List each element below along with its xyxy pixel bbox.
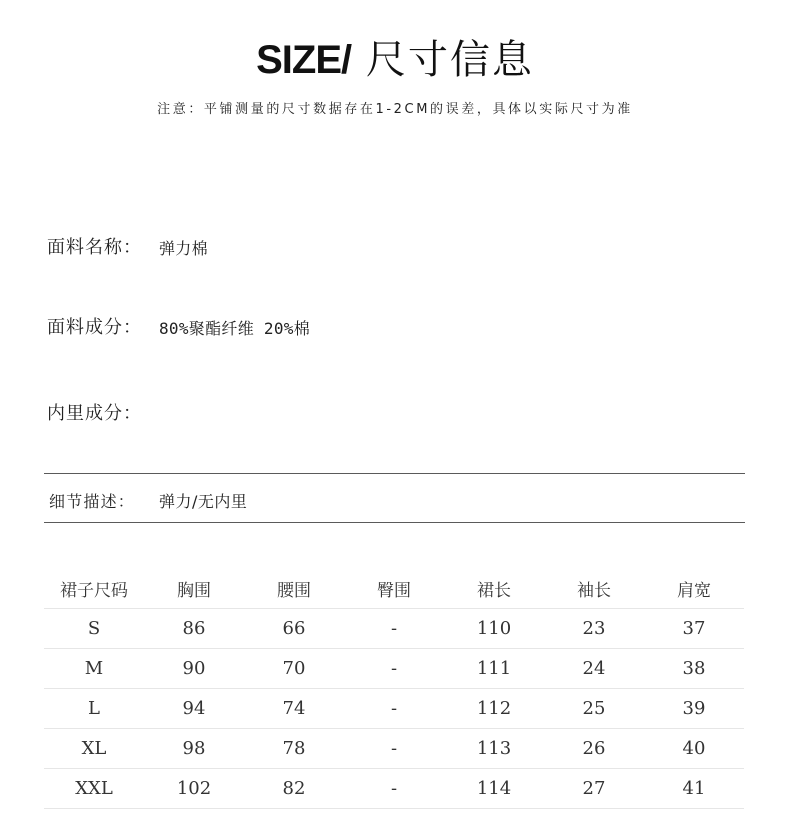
cell-dress-length: 111	[444, 649, 544, 689]
cell-hip: -	[344, 769, 444, 809]
fabric-name-row	[47, 233, 208, 259]
header-waist: 腰围	[244, 568, 344, 609]
cell-dress-length: 113	[444, 729, 544, 769]
cell-hip: -	[344, 689, 444, 729]
size-table	[44, 568, 744, 809]
table-row	[44, 729, 744, 769]
cell-bust: 98	[144, 729, 244, 769]
cell-sleeve-length: 24	[544, 649, 644, 689]
cell-shoulder-width: 38	[644, 649, 744, 689]
page-title-en: SIZE/	[256, 38, 352, 82]
cell-hip: -	[344, 729, 444, 769]
cell-sleeve-length: 26	[544, 729, 644, 769]
cell-shoulder-width: 41	[644, 769, 744, 809]
cell-waist: 74	[244, 689, 344, 729]
header-sleeve-length: 袖长	[544, 568, 644, 609]
measurement-notice: 注意：平铺测量的尺寸数据存在1-2CM的误差，具体以实际尺寸为准	[157, 102, 633, 117]
lining-composition-row	[47, 399, 142, 425]
header-size: 裙子尺码	[44, 568, 144, 609]
header-hip: 臀围	[344, 568, 444, 609]
cell-sleeve-length: 25	[544, 689, 644, 729]
table-row	[44, 649, 744, 689]
cell-waist: 82	[244, 769, 344, 809]
cell-waist: 66	[244, 609, 344, 649]
divider-top	[44, 473, 745, 474]
cell-shoulder-width: 39	[644, 689, 744, 729]
cell-dress-length: 114	[444, 769, 544, 809]
cell-size: S	[44, 609, 144, 649]
cell-hip: -	[344, 649, 444, 689]
cell-size: M	[44, 649, 144, 689]
cell-bust: 94	[144, 689, 244, 729]
details-label: 细节描述：	[49, 492, 136, 511]
cell-size: XL	[44, 729, 144, 769]
cell-dress-length: 112	[444, 689, 544, 729]
page-title-cn: 尺寸信息	[351, 37, 534, 83]
cell-bust: 86	[144, 609, 244, 649]
cell-shoulder-width: 40	[644, 729, 744, 769]
fabric-composition-label: 面料成分：	[47, 317, 142, 338]
lining-composition-label: 内里成分：	[47, 403, 142, 424]
cell-bust: 90	[144, 649, 244, 689]
cell-sleeve-length: 23	[544, 609, 644, 649]
details-row	[49, 489, 248, 512]
cell-bust: 102	[144, 769, 244, 809]
header-dress-length: 裙长	[444, 568, 544, 609]
table-row	[44, 769, 744, 809]
cell-size: L	[44, 689, 144, 729]
header-shoulder-width: 肩宽	[644, 568, 744, 609]
size-table-header-row	[44, 568, 744, 609]
table-row	[44, 609, 744, 649]
fabric-composition-row	[47, 313, 311, 339]
cell-dress-length: 110	[444, 609, 544, 649]
cell-sleeve-length: 27	[544, 769, 644, 809]
table-row	[44, 689, 744, 729]
fabric-name-value: 弹力棉	[159, 239, 208, 258]
fabric-name-label: 面料名称：	[47, 237, 142, 258]
cell-hip: -	[344, 609, 444, 649]
fabric-composition-value: 80%聚酯纤维 20%棉	[159, 319, 311, 338]
details-value: 弹力/无内里	[159, 492, 248, 511]
header-bust: 胸围	[144, 568, 244, 609]
cell-shoulder-width: 37	[644, 609, 744, 649]
cell-size: XXL	[44, 769, 144, 809]
divider-bottom	[44, 522, 745, 523]
page-title	[0, 28, 790, 85]
cell-waist: 78	[244, 729, 344, 769]
cell-waist: 70	[244, 649, 344, 689]
